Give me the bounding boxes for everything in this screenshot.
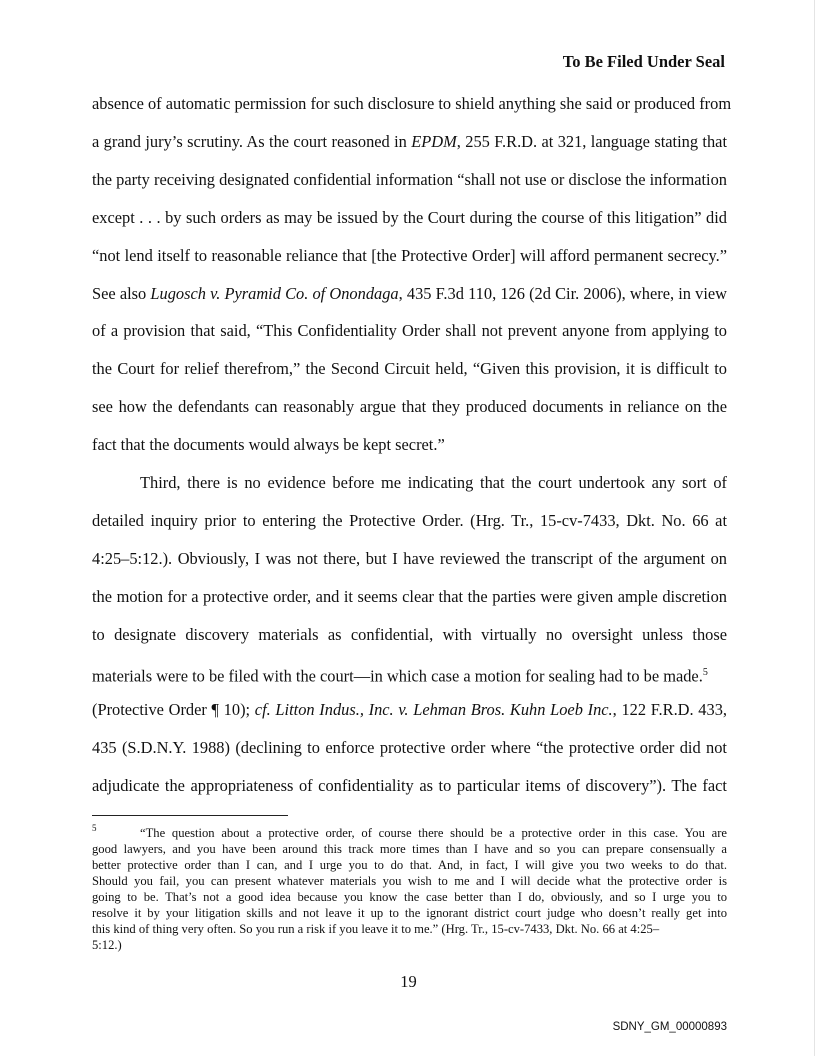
footnote-line: Should you fail, you can present whatever materials you wish to me and I will decide what the protective order is (92, 874, 727, 888)
body-line (92, 700, 727, 720)
text-segment: fact that the documents would always be kept secret.” (92, 435, 445, 455)
case-citation: Lugosch v. Pyramid Co. of Onondaga (150, 283, 399, 303)
body-line (140, 473, 727, 493)
text-segment: except . . . by such orders as may be issued by the Court during the course of this litigation” did (92, 207, 727, 227)
body-line (92, 208, 727, 228)
text-segment: adjudicate the appropriateness of confidentiality as to particular items of discovery”). The fact (92, 776, 727, 796)
bates-number: SDNY_GM_00000893 (612, 1021, 727, 1033)
body-line (92, 132, 727, 152)
text-segment: materials were to be filed with the court—in which case a motion for sealing had to be made. (92, 665, 703, 685)
footnote-ref: 5 (702, 666, 708, 678)
footnote-line: this kind of thing very often. So you run a risk if you leave it to me.” (Hrg. Tr., 15-cv-7433, Dkt. No. 66 at 4:25– (92, 922, 660, 936)
text-segment: to designate discovery materials as confidential, with virtually no oversight unless those (92, 624, 727, 644)
footnote-marker: 5 (92, 823, 97, 833)
body-line (92, 738, 727, 758)
text-segment: of a provision that said, “This Confidentiality Order shall not prevent anyone from applying to (92, 321, 727, 341)
footnote-line: 5:12.) (92, 938, 122, 952)
text-segment: Third, there is no evidence before me indicating that the court undertook any sort of (140, 473, 727, 492)
footnote-divider (92, 815, 288, 816)
body-line (92, 284, 727, 304)
body-line (92, 94, 732, 114)
text-segment: , 122 F.R.D. 433, (612, 700, 727, 720)
body-line (92, 359, 727, 379)
seal-header: To Be Filed Under Seal (562, 52, 725, 71)
text-segment: see how the defendants can reasonably argue that they produced documents in reliance on the (92, 397, 727, 417)
text-segment: detailed inquiry prior to entering the Protective Order. (Hrg. Tr., 15-cv-7433, Dkt. No. 66 at (92, 510, 727, 530)
footnote-line: going to be. That’s not a good idea because you know the case better than I do, obviously, and so I urge you to (92, 890, 727, 904)
body-line (92, 511, 727, 531)
page-number: 19 (400, 972, 417, 991)
text-segment: “not lend itself to reasonable reliance that [the Protective Order] will afford permanent secrecy.” (92, 245, 727, 265)
page-edge (814, 0, 815, 1056)
text-segment: absence of automatic permission for such disclosure to shield anything she said or produced from (92, 94, 732, 113)
body-line (92, 549, 727, 569)
text-segment: the Court for relief therefrom,” the Second Circuit held, “Given this provision, it is difficult to (92, 359, 727, 379)
text-segment: the motion for a protective order, and it seems clear that the parties were given ample discretion (92, 586, 727, 606)
body-line (92, 587, 727, 607)
text-segment: See also (92, 283, 151, 303)
footnote-line: better protective order than I can, and I urge you to do that. And, in fact, I will give you two weeks to do that. (92, 858, 727, 872)
body-line (92, 776, 727, 796)
case-citation: EPDM (411, 131, 457, 151)
footnote-line: resolve it by your litigation skills and not leave it up to the ignorant district court judge who doesn’t really get into (92, 906, 727, 920)
text-segment: 435 (S.D.N.Y. 1988) (declining to enforce protective order where “the protective order did not (92, 738, 727, 758)
text-segment: (Protective Order ¶ 10); (92, 700, 255, 720)
body-line (92, 435, 727, 455)
body-line (92, 246, 727, 266)
body-line (92, 170, 727, 190)
body-line (92, 663, 727, 686)
body-line (92, 321, 727, 341)
footnote-line: “The question about a protective order, of course there should be a protective order in this case. You are (140, 826, 727, 840)
body-line (92, 625, 727, 645)
text-segment: , 255 F.R.D. at 321, language stating that (456, 131, 727, 151)
case-citation: cf. Litton Indus., Inc. v. Lehman Bros. Kuhn Loeb Inc. (254, 700, 613, 720)
text-segment: 4:25–5:12.). Obviously, I was not there, but I have reviewed the transcript of the argument on (92, 548, 727, 568)
text-segment: the party receiving designated confidential information “shall not use or disclose the information (92, 169, 727, 189)
text-segment: a grand jury’s scrutiny. As the court reasoned in (92, 131, 412, 151)
text-segment: , 435 F.3d 110, 126 (2d Cir. 2006), where, in view (398, 283, 728, 303)
body-line (92, 397, 727, 417)
footnote-line: good lawyers, and you have been around this track more times than I have and so you can prepare consensually a (92, 842, 727, 856)
